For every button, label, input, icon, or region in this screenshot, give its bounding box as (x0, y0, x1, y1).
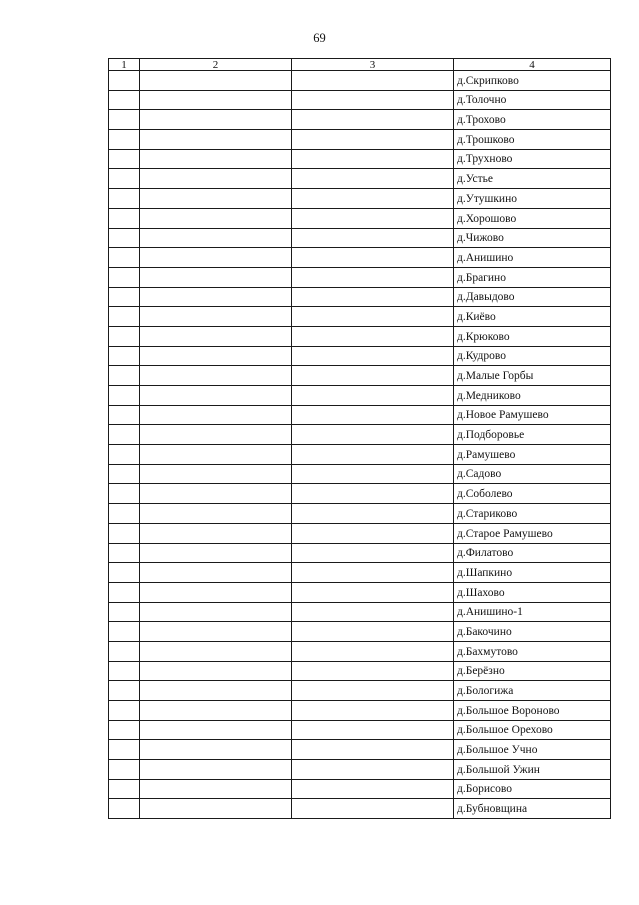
empty-cell-col-1 (109, 405, 140, 425)
empty-cell-col-3 (292, 208, 454, 228)
empty-cell-col-1 (109, 287, 140, 307)
empty-cell-col-2 (140, 799, 292, 819)
empty-cell-col-1 (109, 208, 140, 228)
settlement-name-cell: д.Скрипково (454, 71, 611, 91)
empty-cell-col-3 (292, 326, 454, 346)
empty-cell-col-3 (292, 641, 454, 661)
empty-cell-col-3 (292, 267, 454, 287)
empty-cell-col-2 (140, 504, 292, 524)
empty-cell-col-2 (140, 523, 292, 543)
empty-cell-col-3 (292, 504, 454, 524)
table-row (109, 681, 611, 701)
empty-cell-col-2 (140, 701, 292, 721)
settlement-name-cell: д.Устье (454, 169, 611, 189)
empty-cell-col-1 (109, 464, 140, 484)
settlement-name-cell: д.Анишино (454, 248, 611, 268)
empty-cell-col-3 (292, 701, 454, 721)
empty-cell-col-1 (109, 326, 140, 346)
empty-cell-col-3 (292, 248, 454, 268)
empty-cell-col-1 (109, 90, 140, 110)
empty-cell-col-2 (140, 464, 292, 484)
settlement-name-cell: д.Бакочино (454, 622, 611, 642)
table-row (109, 563, 611, 583)
settlement-name-cell: д.Трохово (454, 110, 611, 130)
settlement-name-cell: д.Кудрово (454, 346, 611, 366)
empty-cell-col-1 (109, 622, 140, 642)
empty-cell-col-2 (140, 307, 292, 327)
empty-cell-col-1 (109, 130, 140, 150)
empty-cell-col-1 (109, 582, 140, 602)
table-row (109, 307, 611, 327)
table-row (109, 582, 611, 602)
settlement-name-cell: д.Трошково (454, 130, 611, 150)
empty-cell-col-3 (292, 307, 454, 327)
settlement-name-cell: д.Давыдово (454, 287, 611, 307)
table-row (109, 248, 611, 268)
empty-cell-col-2 (140, 484, 292, 504)
page-number: 69 (313, 31, 326, 45)
settlement-name-cell: д.Медниково (454, 386, 611, 406)
empty-cell-col-3 (292, 661, 454, 681)
empty-cell-col-2 (140, 90, 292, 110)
empty-cell-col-3 (292, 71, 454, 91)
table-row (109, 71, 611, 91)
column-header-1: 1 (109, 59, 140, 71)
table-row (109, 445, 611, 465)
empty-cell-col-3 (292, 582, 454, 602)
settlement-name-cell: д.Новое Рамушево (454, 405, 611, 425)
empty-cell-col-1 (109, 267, 140, 287)
table-row (109, 720, 611, 740)
settlement-name-cell: д.Садово (454, 464, 611, 484)
empty-cell-col-3 (292, 543, 454, 563)
empty-cell-col-1 (109, 523, 140, 543)
settlement-name-cell: д.Брагино (454, 267, 611, 287)
empty-cell-col-2 (140, 130, 292, 150)
settlement-name-cell: д.Бахмутово (454, 641, 611, 661)
empty-cell-col-2 (140, 228, 292, 248)
empty-cell-col-2 (140, 641, 292, 661)
settlement-name-cell: д.Рамушево (454, 445, 611, 465)
empty-cell-col-3 (292, 602, 454, 622)
settlement-name-cell: д.Филатово (454, 543, 611, 563)
settlement-name-cell: д.Большое Вороново (454, 701, 611, 721)
empty-cell-col-1 (109, 720, 140, 740)
table-row (109, 386, 611, 406)
empty-cell-col-2 (140, 622, 292, 642)
empty-cell-col-2 (140, 267, 292, 287)
empty-cell-col-2 (140, 110, 292, 130)
table-row (109, 149, 611, 169)
empty-cell-col-3 (292, 425, 454, 445)
empty-cell-col-1 (109, 248, 140, 268)
empty-cell-col-3 (292, 386, 454, 406)
table-row (109, 208, 611, 228)
table-row (109, 189, 611, 209)
empty-cell-col-1 (109, 779, 140, 799)
table-row (109, 701, 611, 721)
table-row (109, 799, 611, 819)
empty-cell-col-1 (109, 602, 140, 622)
table-row (109, 228, 611, 248)
table-row (109, 267, 611, 287)
column-header-2: 2 (140, 59, 292, 71)
empty-cell-col-2 (140, 208, 292, 228)
empty-cell-col-2 (140, 189, 292, 209)
empty-cell-col-2 (140, 386, 292, 406)
empty-cell-col-1 (109, 346, 140, 366)
empty-cell-col-2 (140, 563, 292, 583)
table-body (109, 71, 611, 819)
empty-cell-col-3 (292, 523, 454, 543)
settlement-name-cell: д.Бологижа (454, 681, 611, 701)
table-header-row (109, 59, 611, 71)
settlement-name-cell: д.Стариково (454, 504, 611, 524)
empty-cell-col-3 (292, 189, 454, 209)
empty-cell-col-1 (109, 799, 140, 819)
table-row (109, 405, 611, 425)
empty-cell-col-3 (292, 130, 454, 150)
empty-cell-col-3 (292, 720, 454, 740)
empty-cell-col-2 (140, 366, 292, 386)
empty-cell-col-3 (292, 622, 454, 642)
settlement-name-cell: д.Трухново (454, 149, 611, 169)
empty-cell-col-2 (140, 425, 292, 445)
empty-cell-col-1 (109, 701, 140, 721)
empty-cell-col-3 (292, 366, 454, 386)
empty-cell-col-3 (292, 90, 454, 110)
table-row (109, 543, 611, 563)
settlement-name-cell: д.Утушкино (454, 189, 611, 209)
settlement-name-cell: д.Бубновщина (454, 799, 611, 819)
empty-cell-col-2 (140, 602, 292, 622)
empty-cell-col-3 (292, 149, 454, 169)
settlement-name-cell: д.Подборовье (454, 425, 611, 445)
empty-cell-col-1 (109, 189, 140, 209)
empty-cell-col-2 (140, 287, 292, 307)
empty-cell-col-2 (140, 681, 292, 701)
empty-cell-col-2 (140, 346, 292, 366)
empty-cell-col-1 (109, 228, 140, 248)
empty-cell-col-3 (292, 799, 454, 819)
settlement-name-cell: д.Толочно (454, 90, 611, 110)
empty-cell-col-3 (292, 445, 454, 465)
empty-cell-col-2 (140, 543, 292, 563)
empty-cell-col-1 (109, 169, 140, 189)
table-row (109, 622, 611, 642)
settlement-name-cell: д.Анишино-1 (454, 602, 611, 622)
settlement-name-cell: д.Крюково (454, 326, 611, 346)
empty-cell-col-2 (140, 661, 292, 681)
empty-cell-col-3 (292, 484, 454, 504)
empty-cell-col-1 (109, 543, 140, 563)
settlement-name-cell: д.Большое Учно (454, 740, 611, 760)
empty-cell-col-1 (109, 71, 140, 91)
settlement-name-cell: д.Киёво (454, 307, 611, 327)
table-row (109, 523, 611, 543)
table-row (109, 425, 611, 445)
settlement-name-cell: д.Берёзно (454, 661, 611, 681)
table-row (109, 504, 611, 524)
table-row (109, 90, 611, 110)
empty-cell-col-3 (292, 464, 454, 484)
empty-cell-col-2 (140, 248, 292, 268)
table-row (109, 326, 611, 346)
empty-cell-col-3 (292, 405, 454, 425)
empty-cell-col-3 (292, 760, 454, 780)
table-row (109, 602, 611, 622)
empty-cell-col-2 (140, 760, 292, 780)
settlement-name-cell: д.Соболево (454, 484, 611, 504)
empty-cell-col-3 (292, 228, 454, 248)
empty-cell-col-3 (292, 563, 454, 583)
empty-cell-col-3 (292, 346, 454, 366)
empty-cell-col-1 (109, 366, 140, 386)
empty-cell-col-3 (292, 287, 454, 307)
table-row (109, 464, 611, 484)
empty-cell-col-1 (109, 504, 140, 524)
empty-cell-col-3 (292, 681, 454, 701)
empty-cell-col-1 (109, 641, 140, 661)
empty-cell-col-2 (140, 740, 292, 760)
empty-cell-col-1 (109, 110, 140, 130)
settlement-name-cell: д.Шапкино (454, 563, 611, 583)
empty-cell-col-1 (109, 149, 140, 169)
empty-cell-col-2 (140, 582, 292, 602)
empty-cell-col-2 (140, 169, 292, 189)
table-row (109, 130, 611, 150)
empty-cell-col-3 (292, 169, 454, 189)
table-row (109, 661, 611, 681)
empty-cell-col-3 (292, 779, 454, 799)
table-row (109, 760, 611, 780)
settlement-name-cell: д.Борисово (454, 779, 611, 799)
empty-cell-col-1 (109, 425, 140, 445)
empty-cell-col-1 (109, 681, 140, 701)
empty-cell-col-2 (140, 405, 292, 425)
empty-cell-col-1 (109, 760, 140, 780)
empty-cell-col-1 (109, 563, 140, 583)
settlement-name-cell: д.Большое Орехово (454, 720, 611, 740)
empty-cell-col-1 (109, 386, 140, 406)
table-row (109, 110, 611, 130)
settlement-name-cell: д.Шахово (454, 582, 611, 602)
empty-cell-col-2 (140, 445, 292, 465)
table-row (109, 779, 611, 799)
empty-cell-col-1 (109, 307, 140, 327)
empty-cell-col-2 (140, 720, 292, 740)
empty-cell-col-2 (140, 71, 292, 91)
empty-cell-col-2 (140, 779, 292, 799)
table-row (109, 287, 611, 307)
empty-cell-col-3 (292, 110, 454, 130)
column-header-4: 4 (454, 59, 611, 71)
empty-cell-col-1 (109, 740, 140, 760)
table-row (109, 641, 611, 661)
empty-cell-col-3 (292, 740, 454, 760)
settlement-name-cell: д.Чижово (454, 228, 611, 248)
settlement-name-cell: д.Хорошово (454, 208, 611, 228)
empty-cell-col-2 (140, 149, 292, 169)
settlement-name-cell: д.Большой Ужин (454, 760, 611, 780)
table-row (109, 346, 611, 366)
empty-cell-col-1 (109, 445, 140, 465)
table-row (109, 366, 611, 386)
empty-cell-col-1 (109, 484, 140, 504)
table-row (109, 169, 611, 189)
table-row (109, 740, 611, 760)
settlements-table (108, 58, 611, 819)
settlement-name-cell: д.Малые Горбы (454, 366, 611, 386)
settlement-name-cell: д.Старое Рамушево (454, 523, 611, 543)
table-row (109, 484, 611, 504)
empty-cell-col-2 (140, 326, 292, 346)
column-header-3: 3 (292, 59, 454, 71)
empty-cell-col-1 (109, 661, 140, 681)
